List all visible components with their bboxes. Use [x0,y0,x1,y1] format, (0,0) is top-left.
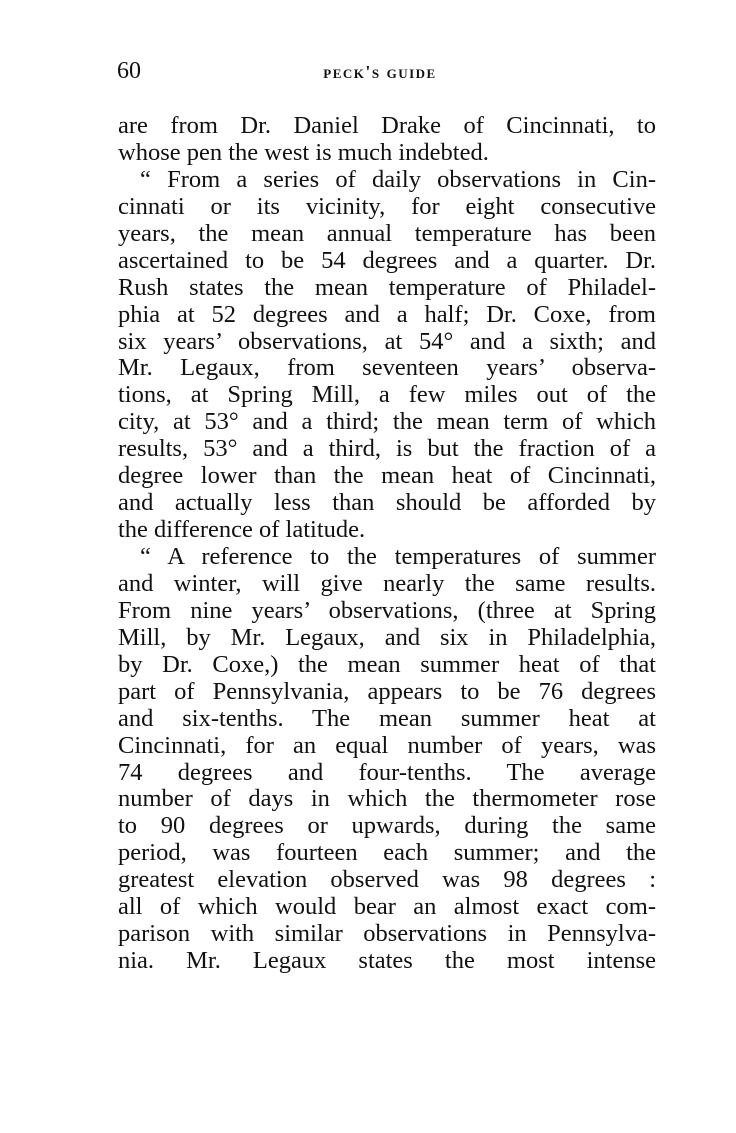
text-line: six years’ observations, at 54° and a sixth; and [118,327,656,355]
text-line: results, 53° and a third, is but the fraction of a [118,435,656,463]
text-line: 74 degrees and four-tenths. The average [118,758,656,786]
text-line: and six-tenths. The mean summer heat at [118,704,656,732]
text-line: whose pen the west is much indebted. [118,138,489,166]
running-title: peck's guide [323,62,437,82]
text-line: phia at 52 degrees and a half; Dr. Coxe, from [118,300,656,328]
text-line: tions, at Spring Mill, a few miles out of the [118,381,656,409]
text-line: “ From a series of daily observations in Cin- [140,165,656,193]
text-line: Rush states the mean temperature of Philadel- [118,273,656,301]
text-line: ascertained to be 54 degrees and a quarter. Dr. [118,246,656,274]
text-line: all of which would bear an almost exact com- [118,893,656,921]
text-line: cinnati or its vicinity, for eight consecutive [118,192,656,220]
text-line: Cincinnati, for an equal number of years, was [118,731,656,759]
text-line: to 90 degrees or upwards, during the same [118,812,656,840]
text-line: number of days in which the thermometer rose [118,785,656,813]
text-line: years, the mean annual temperature has been [118,219,656,247]
text-line: are from Dr. Daniel Drake of Cincinnati, to [118,112,656,139]
text-line: greatest elevation observed was 98 degrees : [118,866,656,894]
text-line: parison with similar observations in Pennsylva- [118,920,656,948]
text-line: “ A reference to the temperatures of summer [140,543,656,570]
text-line: period, was fourteen each summer; and the [118,839,656,867]
text-line: degree lower than the mean heat of Cincinnati, [118,462,656,490]
text-line: From nine years’ observations, (three at Spring [118,596,656,624]
text-line: and actually less than should be afforded by [118,489,656,517]
page-body-text [118,113,656,975]
text-line: and winter, will give nearly the same results. [118,569,656,597]
page-number: 60 [117,58,141,84]
text-line: by Dr. Coxe,) the mean summer heat of that [118,650,656,678]
text-line: nia. Mr. Legaux states the most intense [118,947,656,975]
text-line: city, at 53° and a third; the mean term of which [118,408,656,436]
text-line: Mill, by Mr. Legaux, and six in Philadelphia, [118,623,656,651]
text-line: Mr. Legaux, from seventeen years’ observa- [118,354,656,382]
text-line: the difference of latitude. [118,516,366,544]
text-line: part of Pennsylvania, appears to be 76 degrees [118,677,656,705]
